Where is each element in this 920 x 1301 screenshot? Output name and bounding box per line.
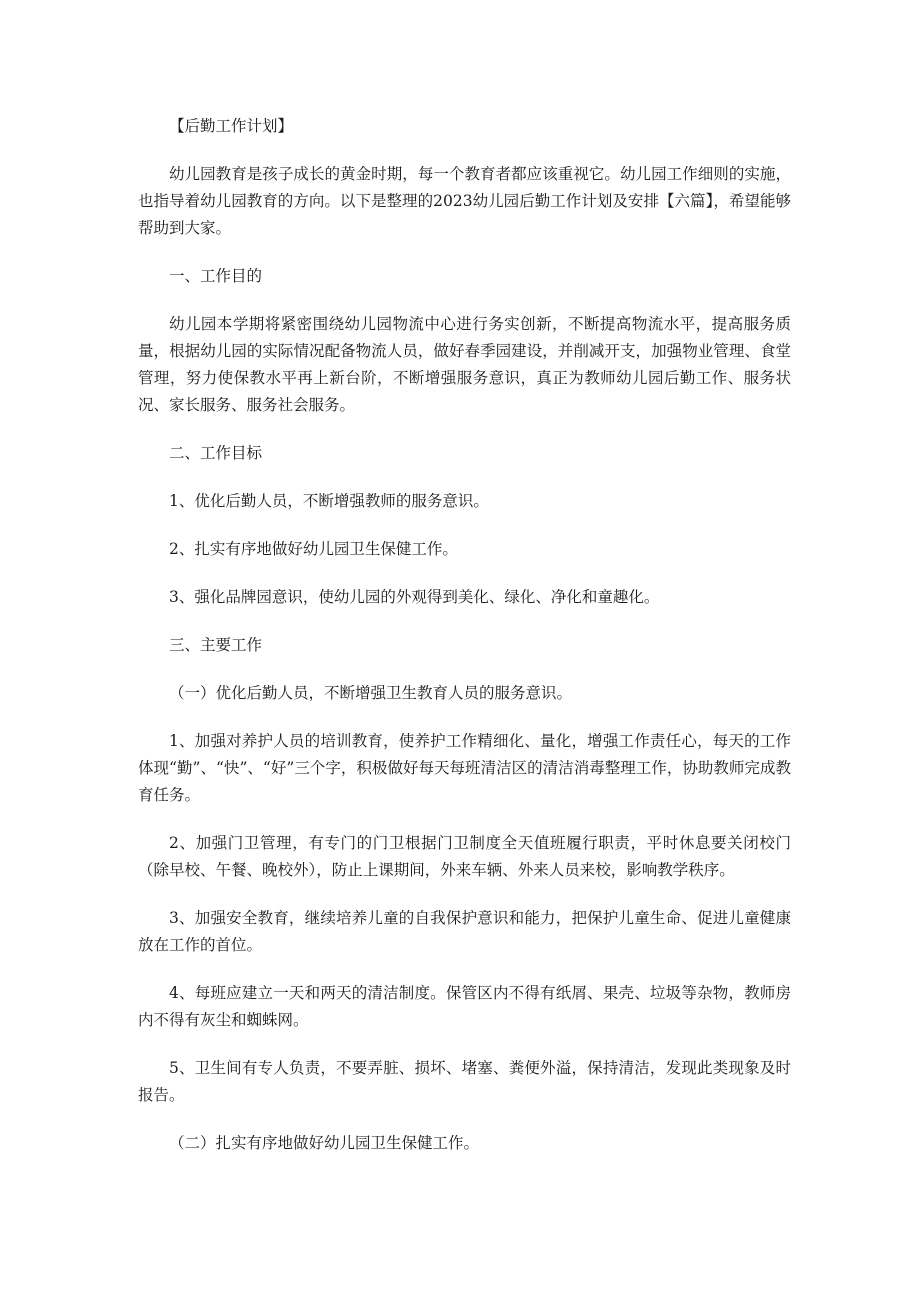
goal-item-2: 2、扎实有序地做好幼儿园卫生保健工作。 xyxy=(169,540,458,558)
work-item-1: 1、加强对养护人员的培训教育，使养护工作精细化、量化，增强工作责任心，每天的工作体现“勤”、“快”、“好”三个字，积极做好每天每班清洁区的清洁消毒整理工作，协助教师完成教育任务。 xyxy=(138,732,791,804)
document-body xyxy=(138,113,791,1178)
goal-item-3: 3、强化品牌园意识，使幼儿园的外观得到美化、绿化、净化和童趣化。 xyxy=(169,588,660,606)
work-item-4: 4、每班应建立一天和两天的清洁制度。保管区内不得有纸屑、果壳、垃圾等杂物，教师房内不得有灰尘和蜘蛛网。 xyxy=(138,984,791,1029)
intro-paragraph: 幼儿园教育是孩子成长的黄金时期，每一个教育者都应该重视它。幼儿园工作细则的实施，也指导着幼儿园教育的方向。以下是整理的2023幼儿园后勤工作计划及安排【六篇】，希望能够帮助到大家。 xyxy=(138,165,791,237)
section-heading-main-work: 三、主要工作 xyxy=(169,636,263,654)
work-item-5: 5、卫生间有专人负责，不要弄脏、损坏、堵塞、粪便外溢，保持清洁，发现此类现象及时报告。 xyxy=(138,1059,791,1104)
work-item-2: 2、加强门卫管理，有专门的门卫根据门卫制度全天值班履行职责，平时休息要关闭校门（除早校、午餐、晚校外），防止上课期间，外来车辆、外来人员来校，影响教学秩序。 xyxy=(138,834,791,879)
work-item-3: 3、加强安全教育，继续培养儿童的自我保护意识和能力，把保护儿童生命、促进儿童健康放在工作的首位。 xyxy=(138,909,791,954)
section-heading-purpose: 一、工作目的 xyxy=(169,267,263,285)
subsection-heading-2: （二）扎实有序地做好幼儿园卫生保健工作。 xyxy=(169,1134,480,1152)
document-title: 【后勤工作计划】 xyxy=(169,117,294,135)
section-heading-goals: 二、工作目标 xyxy=(169,444,263,462)
purpose-paragraph: 幼儿园本学期将紧密围绕幼儿园物流中心进行务实创新，不断提高物流水平，提高服务质量，根据幼儿园的实际情况配备物流人员，做好春季园建设，并削减开支，加强物业管理、食堂管理，努力使保教水平再上新台阶，不断增强服务意识，真正为教师幼儿园后勤工作、服务状况、家长服务、服务社会服务。 xyxy=(138,315,791,414)
goal-item-1: 1、优化后勤人员，不断增强教师的服务意识。 xyxy=(169,492,489,510)
subsection-heading-1: （一）优化后勤人员，不断增强卫生教育人员的服务意识。 xyxy=(169,684,573,702)
